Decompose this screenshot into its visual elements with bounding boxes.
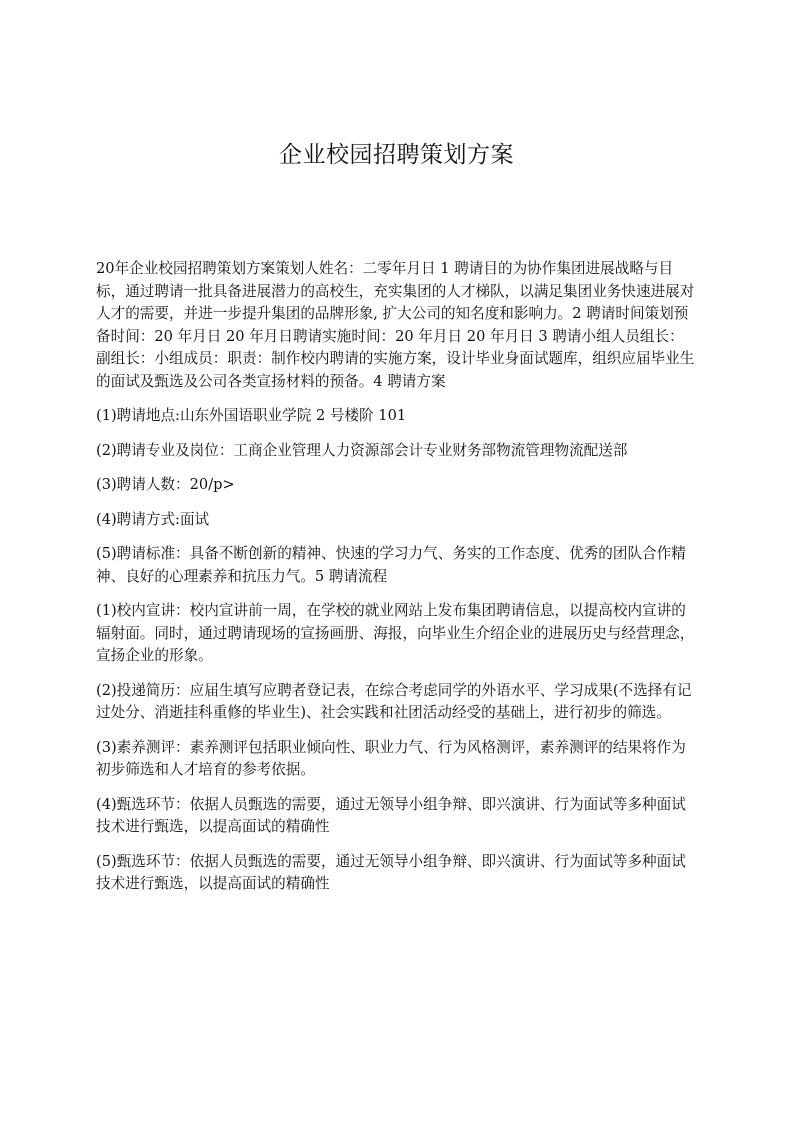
paragraph-campus-talk: (1)校内宣讲：校内宣讲前一周，在学校的就业网站上发布集团聘请信息，以提高校内宣讲的辐射面。同时，通过聘请现场的宣扬画册、海报，向毕业生介绍企业的进展历史与经营理念，宣扬企业的形象。 — [96, 602, 695, 664]
paragraph-headcount: (3)聘请人数：20/p> — [96, 476, 235, 493]
paragraph-resume: (2)投递简历：应届生填写应聘者登记表，在综合考虑同学的外语水平、学习成果(不选择有记过处分、消逝挂科重修的毕业生)、社会实践和社团活动经受的基础上，进行初步的筛选。 — [96, 681, 692, 721]
paragraph-major-positions: (2)聘请专业及岗位：工商企业管理人力资源部会计专业财务部物流管理物流配送部 — [96, 441, 628, 459]
document-body — [96, 258, 698, 908]
paragraph-selection-1: (4)甄选环节：依据人员甄选的需要，通过无领导小组争辩、即兴演讲、行为面试等多种面试技术进行甄选，以提高面试的精确性 — [96, 795, 686, 835]
intro-paragraph: 20年企业校园招聘策划方案策划人姓名：二零年月日 1 聘请目的为协作集团进展战略与目标，通过聘请一批具备进展潜力的高校生，充实集团的人才梯队，以满足集团业务快速进展对人才的需要，并进一步提升集团的品牌形象, 扩大公司的知名度和影响力。2 聘请时间策划预备时间：20 年月日 20 年月日聘请实施时间：20 年月日 20 年月日 3 聘请小组人员组长：副组长：小组成员：职责：制作校内聘请的实施方案，设计毕业身面试题库，组织应届毕业生的面试及甄选及公司各类宣扬材料的预备。4 聘请方案 — [96, 260, 695, 390]
paragraph-method: (4)聘请方式:面试 — [96, 510, 210, 528]
document-title: 企业校园招聘策划方案 — [279, 142, 514, 168]
paragraph-selection-2: (5)甄选环节：依据人员甄选的需要，通过无领导小组争辩、即兴演讲、行为面试等多种面试技术进行甄选，以提高面试的精确性 — [96, 852, 686, 892]
paragraph-assessment: (3)素养测评：素养测评包括职业倾向性、职业力气、行为风格测评，素养测评的结果将作为初步筛选和人才培育的参考依据。 — [96, 738, 686, 778]
paragraph-standards: (5)聘请标准：具备不断创新的精神、快速的学习力气、务实的工作态度、优秀的团队合作精神、良好的心理素养和抗压力气。5 聘请流程 — [96, 545, 686, 585]
paragraph-location: (1)聘请地点:山东外国语职业学院 2 号楼阶 101 — [96, 407, 407, 424]
